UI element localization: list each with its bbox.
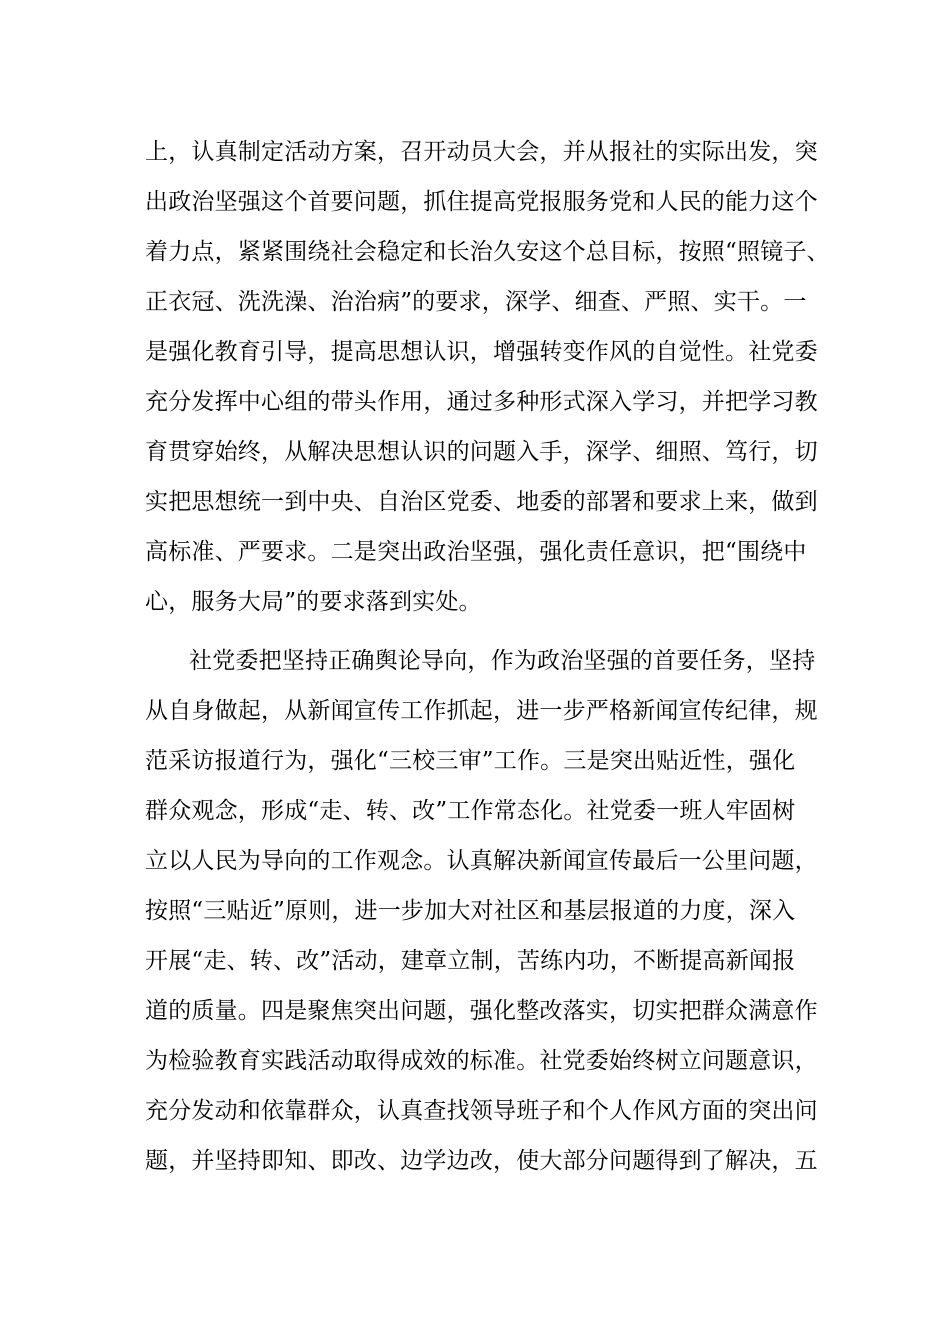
paragraph-line: 范采访报道行为，强化“三校三审”工作。三是突出贴近性，强化	[145, 748, 796, 774]
paragraph-line: 实把思想统一到中央、自治区党委、地委的部署和要求上来，做到	[145, 489, 818, 515]
paragraph-line: 开展“走、转、改”活动，建章立制，苦练内功，不断提高新闻报	[145, 948, 796, 974]
paragraph-line: 上，认真制定活动方案，召开动员大会，并从报社的实际出发，突	[145, 139, 818, 165]
paragraph-line: 从自身做起，从新闻宣传工作抓起，进一步严格新闻宣传纪律，规	[145, 698, 818, 724]
paragraph-line: 高标准、严要求。二是突出政治坚强，强化责任意识，把“围绕中	[145, 539, 807, 565]
paragraph-line: 出政治坚强这个首要问题，抓住提高党报服务党和人民的能力这个	[145, 189, 818, 215]
paragraph-line: 题，并坚持即知、即改、边学边改，使大部分问题得到了解决，五	[145, 1148, 818, 1174]
paragraph-line: 充分发挥中心组的带头作用，通过多种形式深入学习，并把学习教	[145, 389, 818, 415]
paragraph-line: 按照“三贴近”原则，进一步加大对社区和基层报道的力度，深入	[145, 898, 796, 924]
paragraph-line: 着力点，紧紧围绕社会稳定和长治久安这个总目标，按照“照镜子、	[145, 239, 830, 265]
paragraph-line: 为检验教育实践活动取得成效的标准。社党委始终树立问题意识，	[145, 1048, 818, 1074]
paragraph-line: 群众观念，形成“走、转、改”工作常态化。社党委一班人牢固树	[145, 798, 796, 824]
paragraph-line: 心，服务大局”的要求落到实处。	[145, 589, 482, 615]
paragraph-line: 社党委把坚持正确舆论导向，作为政治坚强的首要任务，坚持	[189, 648, 816, 674]
paragraph-line: 立以人民为导向的工作观念。认真解决新闻宣传最后一公里问题，	[145, 848, 818, 874]
paragraph-line: 育贯穿始终，从解决思想认识的问题入手，深学、细照、笃行，切	[145, 439, 818, 465]
paragraph-line: 道的质量。四是聚焦突出问题，强化整改落实，切实把群众满意作	[145, 998, 818, 1024]
paragraph-line: 充分发动和依靠群众，认真查找领导班子和个人作风方面的突出问	[145, 1098, 818, 1124]
paragraph-line: 正衣冠、洗洗澡、治治病”的要求，深学、细查、严照、实干。一	[145, 289, 807, 315]
paragraph-line: 是强化教育引导，提高思想认识，增强转变作风的自觉性。社党委	[145, 339, 818, 365]
